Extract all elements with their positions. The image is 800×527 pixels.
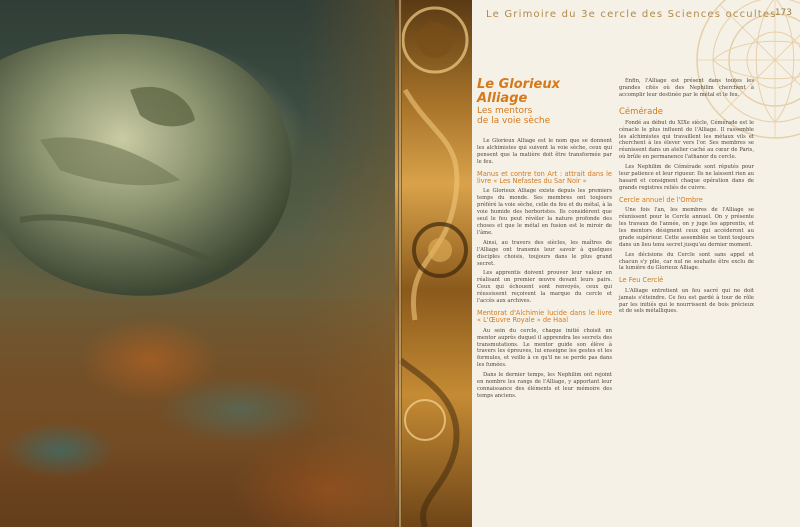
body-paragraph: Le Glorieux Alliage existe depuis les premiers temps du monde. Ses membres ont toujours préféré la voie sèche, celle du feu et du métal, à la voie humide des herboristes. Ils considèrent que seul le feu peut révéler la nature profonde des choses et que le métal en fusion est le miroir de l'âme. (477, 188, 612, 236)
page-number: 173 (774, 8, 792, 18)
text-column-left (477, 78, 612, 403)
article-title-line2: Alliage (477, 91, 528, 106)
section-heading: Mentorat d'Alchimie lucide dans le livre « L'Œuvre Royale » de Haal (477, 308, 612, 325)
right-page (472, 0, 800, 527)
intro-paragraph: Enfin, l'Alliage est présent dans toutes les grandes cités où des Nephilim cherchent à accomplir leur destinée par le métal et le feu. (619, 78, 754, 98)
body-paragraph: Les décisions du Cercle sont sans appel et chacun s'y plie, car nul ne souhaite être exclu de la lumière du Glorieux Alliage. (619, 251, 754, 272)
body-paragraph: Ainsi, au travers des siècles, les maîtres de l'Alliage ont transmis leur savoir à quelques disciples choisis, toujours dans le plus grand secret. (477, 239, 612, 267)
section-heading: Manus et contre ton Art : attrait dans le livre « Les Nefastes du Sar Noir » (477, 169, 612, 186)
book-spine (398, 0, 402, 527)
text-column-right (619, 78, 754, 318)
page-fade (300, 0, 400, 527)
section-heading: Cercle annuel de l'Ombre (619, 195, 703, 204)
article-subtitle-line1: Les mentors (477, 106, 533, 116)
body-paragraph: Au sein du cercle, chaque initié choisit un mentor auprès duquel il apprendra les secrets des transmutations. Le mentor guide son élève à travers les épreuves, lui enseigne les gestes et les formules, et veille à ce qu'il ne se perde pas dans les fumées. (477, 327, 612, 369)
stone-head-illustration (0, 20, 310, 320)
body-paragraph: Fondé au début du XIXe siècle, Cémérade est le cénacle le plus influent de l'Alliage. Il rassemble les alchimistes qui travaillent les métaux vils et cherchent à les élever vers l'or. Ses membres se réunissent dans un atelier caché au cœur de Paris, où brûle en permanence l'athanor du cercle. (619, 119, 754, 161)
body-paragraph: L'Alliage entretient un feu sacré qui ne doit jamais s'éteindre. Ce feu est gardé à tour de rôle par les initiés qui le nourrissent de bois précieux et de sels métalliques. (619, 287, 754, 315)
ornament-pattern (395, 0, 475, 527)
body-paragraph: Les Nephilim de Cémérade sont réputés pour leur patience et leur rigueur. Ils ne laissent rien au hasard et consignent chaque opération dans de grands registres reliés de cuivre. (619, 164, 754, 191)
article-subtitle-line2: de la voie sèche (477, 116, 551, 126)
golden-ornament-strip (395, 0, 475, 527)
body-paragraph: Une fois l'an, les membres de l'Alliage se réunissent pour le Cercle annuel. On y présente les travaux de l'année, on y juge les apprentis, et les mentors désignent ceux qui accéderont au grade supérieur. Cette assemblée se tient toujours dans un lieu tenu secret jusqu'au dernier moment. (619, 207, 754, 248)
section-heading: Le Feu Cerclé (619, 276, 664, 285)
body-paragraph: Les apprentis doivent prouver leur valeur en réalisant un premier œuvre devant leurs pairs. Ceux qui échouent sont renvoyés, ceux qui réussissent reçoivent la marque du cercle et l'accès aux archives. (477, 270, 612, 305)
section-heading: Cémérade (619, 106, 664, 117)
intro-paragraph: Le Glorieux Alliage est le nom que se donnent les alchimistes qui suivent la voie sèche, ceux qui pensent que la matière doit être transformée par le feu. (477, 138, 612, 165)
running-header: Le Grimoire du 3e cercle des Sciences occultes (486, 9, 777, 20)
article-title-line1: Le Glorieux (477, 77, 561, 92)
body-paragraph: Dans le dernier temps, les Nephilim ont rejoint en nombre les rangs de l'Alliage, y apportant leur connaissance des éléments et leur mémoire des temps anciens. (477, 372, 612, 399)
